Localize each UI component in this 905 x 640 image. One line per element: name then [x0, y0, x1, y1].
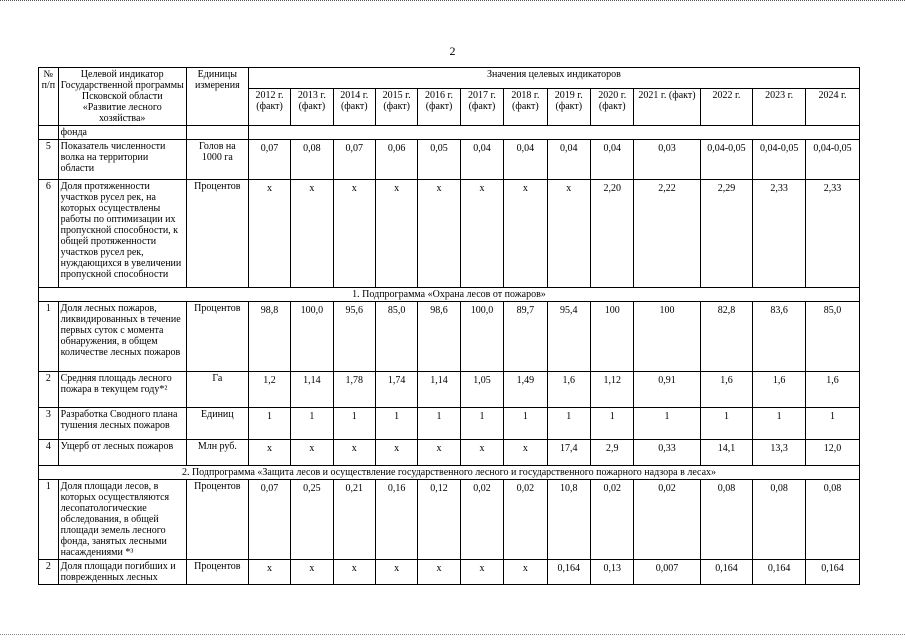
continuation-row [39, 126, 860, 140]
value-cell: 13,3 [753, 440, 806, 466]
table-row [39, 372, 860, 408]
value-cell: 0,08 [753, 480, 806, 560]
value-cell: 0,03 [634, 140, 700, 180]
header-year: 2017 г. (факт) [460, 88, 503, 125]
value-cell: 0,08 [291, 140, 333, 180]
row-number: 5 [39, 140, 59, 180]
value-cell: 0,91 [634, 372, 700, 408]
value-cell: 17,4 [547, 440, 590, 466]
value-cell: x [248, 180, 290, 288]
value-cell: x [460, 180, 503, 288]
row-number: 2 [39, 372, 59, 408]
table-row [39, 302, 860, 372]
header-year: 2020 г. (факт) [591, 88, 634, 125]
value-cell: 1 [375, 408, 417, 440]
value-cell: 100,0 [460, 302, 503, 372]
unit-cell: Голов на 1000 га [186, 140, 248, 180]
unit-cell: Процентов [186, 560, 248, 585]
value-cell: 1 [504, 408, 547, 440]
value-cell: 1,2 [248, 372, 290, 408]
table-row [39, 408, 860, 440]
value-cell: x [375, 440, 417, 466]
value-cell: 0,007 [634, 560, 700, 585]
section-title: 1. Подпрограмма «Охрана лесов от пожаров» [39, 288, 860, 302]
value-cell: 0,21 [333, 480, 375, 560]
value-cell: 2,29 [700, 180, 753, 288]
value-cell: 0,05 [418, 140, 460, 180]
value-cell: x [291, 180, 333, 288]
unit-cell: Млн руб. [186, 440, 248, 466]
value-cell: 0,07 [333, 140, 375, 180]
indicator-name: Доля протяженности участков русел рек, на которых осуществлены работы по оптимизации их пропускной способности, к общей протяженности участков русел рек, нуждающихся в увеличении пропускной способности [58, 180, 186, 288]
value-cell: 1,6 [700, 372, 753, 408]
value-cell: 0,02 [460, 480, 503, 560]
value-cell: 100 [591, 302, 634, 372]
value-cell: 1 [248, 408, 290, 440]
value-cell: 0,02 [634, 480, 700, 560]
value-cell: x [460, 560, 503, 585]
header-year: 2018 г. (факт) [504, 88, 547, 125]
value-cell: 1 [634, 408, 700, 440]
value-cell: 98,8 [248, 302, 290, 372]
value-cell: 89,7 [504, 302, 547, 372]
value-cell: 100 [634, 302, 700, 372]
row-number: 6 [39, 180, 59, 288]
value-cell: x [460, 440, 503, 466]
row-number: 1 [39, 302, 59, 372]
value-cell: 1,74 [375, 372, 417, 408]
value-cell: 1,14 [291, 372, 333, 408]
value-cell: 0,04-0,05 [753, 140, 806, 180]
header-year: 2023 г. [753, 88, 806, 125]
indicator-name: Доля площади лесов, в которых осуществляются лесопатологические обследования, в общей площади земель лесного фонда, занятых лесными насаждениями *³ [58, 480, 186, 560]
table-row [39, 480, 860, 560]
value-cell: x [418, 440, 460, 466]
value-cell: 0,07 [248, 480, 290, 560]
value-cell: 0,164 [547, 560, 590, 585]
value-cell: 1,14 [418, 372, 460, 408]
value-cell: 85,0 [375, 302, 417, 372]
value-cell: 0,08 [700, 480, 753, 560]
table-row [39, 560, 860, 585]
value-cell: 100,0 [291, 302, 333, 372]
unit-cell: Процентов [186, 480, 248, 560]
value-cell: x [333, 560, 375, 585]
value-cell: x [504, 440, 547, 466]
header-year: 2024 г. [806, 88, 860, 125]
value-cell: 0,13 [591, 560, 634, 585]
value-cell: x [418, 180, 460, 288]
value-cell: 1,12 [591, 372, 634, 408]
value-cell: x [291, 440, 333, 466]
value-cell: 2,22 [634, 180, 700, 288]
header-values: Значения целевых индикаторов [248, 68, 859, 89]
value-cell: 1,05 [460, 372, 503, 408]
value-cell: 1 [333, 408, 375, 440]
value-cell: x [291, 560, 333, 585]
value-cell: 1,6 [547, 372, 590, 408]
indicator-name: Ущерб от лесных пожаров [58, 440, 186, 466]
header-year: 2013 г. (факт) [291, 88, 333, 125]
value-cell: 0,164 [700, 560, 753, 585]
header-year: 2014 г. (факт) [333, 88, 375, 125]
value-cell: 1,6 [806, 372, 860, 408]
value-cell: 95,6 [333, 302, 375, 372]
table-row [39, 440, 860, 466]
value-cell: 0,06 [375, 140, 417, 180]
continuation-text: фонда [58, 126, 186, 140]
value-cell: x [375, 560, 417, 585]
value-cell: 1 [753, 408, 806, 440]
value-cell: 95,4 [547, 302, 590, 372]
value-cell: x [248, 440, 290, 466]
value-cell: 0,04 [591, 140, 634, 180]
scan-edge-bottom [0, 634, 905, 637]
value-cell: 1,6 [753, 372, 806, 408]
indicator-name: Доля лесных пожаров, ликвидированных в течение первых суток с момента обнаружения, в общем количестве лесных пожаров [58, 302, 186, 372]
value-cell: 0,04 [460, 140, 503, 180]
page-number: 2 [449, 44, 456, 58]
table-row [39, 140, 860, 180]
value-cell: 0,164 [753, 560, 806, 585]
header-no: № п/п [39, 68, 59, 126]
value-cell: 1,49 [504, 372, 547, 408]
value-cell: 1,78 [333, 372, 375, 408]
scan-edge-top [0, 0, 905, 3]
value-cell: x [504, 180, 547, 288]
value-cell: 0,08 [806, 480, 860, 560]
value-cell: 0,33 [634, 440, 700, 466]
value-cell: x [547, 180, 590, 288]
value-cell: 1 [418, 408, 460, 440]
header-year: 2012 г. (факт) [248, 88, 290, 125]
table-row [39, 180, 860, 288]
section-title: 2. Подпрограмма «Защита лесов и осуществление государственного лесного и государственного пожарного надзора в лесах» [39, 466, 860, 480]
value-cell: x [333, 440, 375, 466]
value-cell: 1 [700, 408, 753, 440]
header-unit: Единицы измерения [186, 68, 248, 126]
row-number: 2 [39, 560, 59, 585]
header-year: 2021 г. (факт) [634, 88, 700, 125]
value-cell: 0,164 [806, 560, 860, 585]
value-cell: x [375, 180, 417, 288]
section-row [39, 466, 860, 480]
value-cell: 0,04-0,05 [700, 140, 753, 180]
value-cell: 0,07 [248, 140, 290, 180]
indicator-name: Показатель численности волка на территории области [58, 140, 186, 180]
value-cell: 14,1 [700, 440, 753, 466]
value-cell: x [504, 560, 547, 585]
indicators-table [38, 67, 860, 585]
indicator-name: Доля площади погибших и поврежденных лесных [58, 560, 186, 585]
value-cell: 0,04 [547, 140, 590, 180]
unit-cell: Процентов [186, 302, 248, 372]
value-cell: 0,04 [504, 140, 547, 180]
row-number: 1 [39, 480, 59, 560]
value-cell: 2,33 [806, 180, 860, 288]
value-cell: 0,16 [375, 480, 417, 560]
unit-cell: Га [186, 372, 248, 408]
value-cell: 1 [291, 408, 333, 440]
value-cell: 82,8 [700, 302, 753, 372]
value-cell: 98,6 [418, 302, 460, 372]
value-cell: 2,20 [591, 180, 634, 288]
header-year: 2022 г. [700, 88, 753, 125]
value-cell: x [333, 180, 375, 288]
header-year: 2016 г. (факт) [418, 88, 460, 125]
value-cell: 85,0 [806, 302, 860, 372]
header-row-1 [39, 68, 860, 89]
value-cell: x [248, 560, 290, 585]
value-cell: 0,12 [418, 480, 460, 560]
row-number: 4 [39, 440, 59, 466]
indicator-name: Разработка Сводного плана тушения лесных пожаров [58, 408, 186, 440]
header-year: 2019 г. (факт) [547, 88, 590, 125]
value-cell: 2,33 [753, 180, 806, 288]
value-cell: 12,0 [806, 440, 860, 466]
value-cell: 83,6 [753, 302, 806, 372]
row-number: 3 [39, 408, 59, 440]
value-cell: 0,02 [504, 480, 547, 560]
value-cell: x [418, 560, 460, 585]
indicator-name: Средняя площадь лесного пожара в текущем году*² [58, 372, 186, 408]
value-cell: 0,04-0,05 [806, 140, 860, 180]
header-year: 2015 г. (факт) [375, 88, 417, 125]
value-cell: 1 [806, 408, 860, 440]
value-cell: 1 [460, 408, 503, 440]
section-row [39, 288, 860, 302]
unit-cell: Процентов [186, 180, 248, 288]
unit-cell: Единиц [186, 408, 248, 440]
value-cell: 1 [547, 408, 590, 440]
value-cell: 0,25 [291, 480, 333, 560]
header-indicator: Целевой индикатор Государственной программы Псковской области «Развитие лесного хозяйства» [58, 68, 186, 126]
value-cell: 1 [591, 408, 634, 440]
value-cell: 10,8 [547, 480, 590, 560]
value-cell: 2,9 [591, 440, 634, 466]
value-cell: 0,02 [591, 480, 634, 560]
